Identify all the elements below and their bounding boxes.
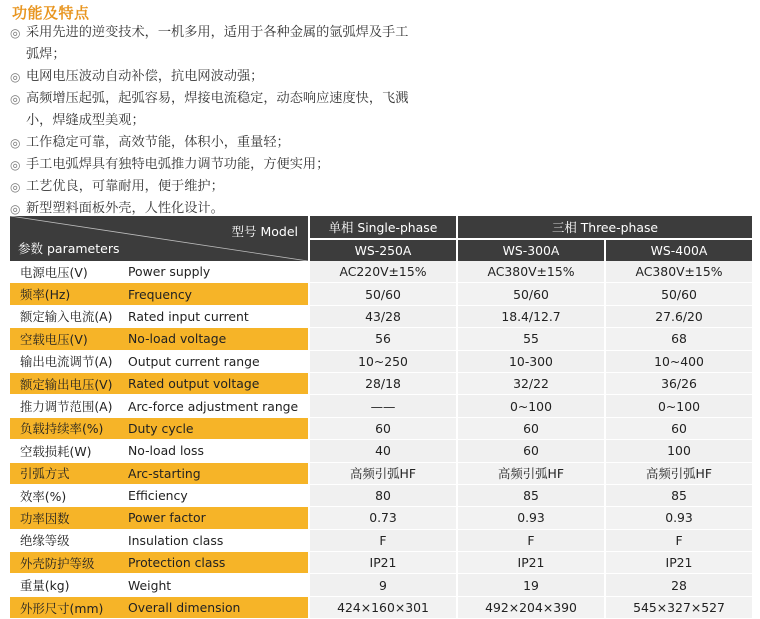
feature-text: 弧焊； <box>26 47 66 62</box>
feature-item <box>8 154 478 176</box>
param-name-cn: 电源电压(V) <box>10 261 128 283</box>
group-header-single-phase: 单相 Single-phase <box>308 216 456 240</box>
table-row <box>10 574 752 596</box>
param-name-cn: 功率因数 <box>10 507 128 529</box>
value-cell: 28/18 <box>308 373 456 395</box>
feature-text: 高频增压起弧，起弧容易，焊接电流稳定，动态响应速度快，飞溅 <box>26 91 409 106</box>
bullet-circle-icon: ◎ <box>10 26 21 40</box>
table-corner-header <box>10 216 308 261</box>
value-cell: IP21 <box>604 552 752 574</box>
value-cell: 492×204×390 <box>456 597 604 619</box>
table-row <box>10 395 752 417</box>
param-name-cn: 频率(Hz) <box>10 283 128 305</box>
param-name-en: Frequency <box>128 283 308 305</box>
value-cell: 高频引弧HF <box>456 463 604 485</box>
param-name-en: Duty cycle <box>128 418 308 440</box>
bullet-circle-icon: ◎ <box>10 136 21 150</box>
param-name-cn: 效率(%) <box>10 485 128 507</box>
table-row <box>10 597 752 619</box>
section-title: 功能及特点 <box>12 4 90 22</box>
param-name-cn: 额定输入电流(A) <box>10 306 128 328</box>
bullet-circle-icon: ◎ <box>10 92 21 106</box>
param-name-cn: 引弧方式 <box>10 463 128 485</box>
feature-list <box>8 22 478 220</box>
param-name-en: Power factor <box>128 507 308 529</box>
param-name-cn: 绝缘等级 <box>10 530 128 552</box>
table-row <box>10 283 752 305</box>
parameters-header: 参数 parameters <box>18 241 120 256</box>
table-row <box>10 552 752 574</box>
value-cell: 10~400 <box>604 351 752 373</box>
feature-item <box>8 132 478 154</box>
feature-item <box>8 44 478 66</box>
model-ws-250a: WS-250A <box>308 240 456 262</box>
param-name-cn: 空载电压(V) <box>10 328 128 350</box>
feature-text: 电网电压波动自动补偿，抗电网波动强； <box>26 69 264 84</box>
value-cell: 85 <box>604 485 752 507</box>
param-name-cn: 负载持续率(%) <box>10 418 128 440</box>
feature-text: 工作稳定可靠，高效节能，体积小，重量轻； <box>26 135 290 150</box>
feature-item <box>8 110 478 132</box>
value-cell: 43/28 <box>308 306 456 328</box>
value-cell: F <box>308 530 456 552</box>
table-row <box>10 507 752 529</box>
value-cell: 100 <box>604 440 752 462</box>
bullet-circle-icon: ◎ <box>10 180 21 194</box>
value-cell: 56 <box>308 328 456 350</box>
table-row <box>10 373 752 395</box>
value-cell: 18.4/12.7 <box>456 306 604 328</box>
table-row <box>10 463 752 485</box>
value-cell: 36/26 <box>604 373 752 395</box>
value-cell: AC380V±15% <box>456 261 604 283</box>
model-ws-300a: WS-300A <box>456 240 604 262</box>
param-name-en: Weight <box>128 574 308 596</box>
table-row <box>10 261 752 283</box>
param-name-cn: 外形尺寸(mm) <box>10 597 128 619</box>
value-cell: 40 <box>308 440 456 462</box>
table-row <box>10 328 752 350</box>
param-name-en: Arc-starting <box>128 463 308 485</box>
param-name-cn: 重量(kg) <box>10 574 128 596</box>
param-name-en: Output current range <box>128 351 308 373</box>
value-cell: 50/60 <box>604 283 752 305</box>
value-cell: 27.6/20 <box>604 306 752 328</box>
value-cell: 424×160×301 <box>308 597 456 619</box>
value-cell: 0.73 <box>308 507 456 529</box>
value-cell: 50/60 <box>456 283 604 305</box>
feature-item <box>8 88 478 110</box>
value-cell: F <box>604 530 752 552</box>
feature-item <box>8 66 478 88</box>
value-cell: 0~100 <box>604 395 752 417</box>
param-name-en: Arc-force adjustment range <box>128 395 308 417</box>
param-name-cn: 外壳防护等级 <box>10 552 128 574</box>
feature-text: 手工电弧焊具有独特电弧推力调节功能，方便实用； <box>26 157 330 172</box>
value-cell: AC220V±15% <box>308 261 456 283</box>
param-name-en: Rated input current <box>128 306 308 328</box>
feature-text: 小，焊缝成型美观； <box>26 113 145 128</box>
feature-item <box>8 22 478 44</box>
table-row <box>10 485 752 507</box>
feature-text: 新型塑料面板外壳，人性化设计。 <box>26 201 224 216</box>
param-name-en: Rated output voltage <box>128 373 308 395</box>
feature-text: 工艺优良，可靠耐用，便于维护； <box>26 179 224 194</box>
param-name-en: Overall dimension <box>128 597 308 619</box>
value-cell: 高频引弧HF <box>308 463 456 485</box>
value-cell: 10-300 <box>456 351 604 373</box>
value-cell: F <box>456 530 604 552</box>
value-cell: IP21 <box>456 552 604 574</box>
param-name-cn: 推力调节范围(A) <box>10 395 128 417</box>
table-row <box>10 418 752 440</box>
value-cell: 60 <box>308 418 456 440</box>
value-cell: 0.93 <box>604 507 752 529</box>
param-name-cn: 输出电流调节(A) <box>10 351 128 373</box>
feature-item <box>8 176 478 198</box>
param-name-en: Protection class <box>128 552 308 574</box>
table-row <box>10 351 752 373</box>
value-cell: 高频引弧HF <box>604 463 752 485</box>
param-name-en: Efficiency <box>128 485 308 507</box>
value-cell: 0.93 <box>456 507 604 529</box>
param-name-en: Insulation class <box>128 530 308 552</box>
value-cell: 9 <box>308 574 456 596</box>
spec-table <box>10 216 752 619</box>
param-name-en: Power supply <box>128 261 308 283</box>
value-cell: 0~100 <box>456 395 604 417</box>
value-cell: 60 <box>456 418 604 440</box>
value-cell: IP21 <box>308 552 456 574</box>
value-cell: 80 <box>308 485 456 507</box>
value-cell: 60 <box>604 418 752 440</box>
table-row <box>10 440 752 462</box>
value-cell: 19 <box>456 574 604 596</box>
value-cell: —— <box>308 395 456 417</box>
model-ws-400a: WS-400A <box>604 240 752 262</box>
bullet-circle-icon: ◎ <box>10 202 21 216</box>
value-cell: 545×327×527 <box>604 597 752 619</box>
table-row <box>10 306 752 328</box>
param-name-cn: 空载损耗(W) <box>10 440 128 462</box>
bullet-circle-icon: ◎ <box>10 158 21 172</box>
bullet-circle-icon: ◎ <box>10 70 21 84</box>
value-cell: 60 <box>456 440 604 462</box>
group-header-three-phase: 三相 Three-phase <box>456 216 752 240</box>
value-cell: 85 <box>456 485 604 507</box>
value-cell: 50/60 <box>308 283 456 305</box>
value-cell: 55 <box>456 328 604 350</box>
value-cell: 10~250 <box>308 351 456 373</box>
feature-text: 采用先进的逆变技术，一机多用，适用于各种金属的氩弧焊及手工 <box>26 25 409 40</box>
value-cell: 68 <box>604 328 752 350</box>
param-name-en: No-load loss <box>128 440 308 462</box>
table-row <box>10 530 752 552</box>
value-cell: 32/22 <box>456 373 604 395</box>
param-name-en: No-load voltage <box>128 328 308 350</box>
value-cell: 28 <box>604 574 752 596</box>
model-header: 型号 Model <box>231 224 298 239</box>
value-cell: AC380V±15% <box>604 261 752 283</box>
param-name-cn: 额定输出电压(V) <box>10 373 128 395</box>
